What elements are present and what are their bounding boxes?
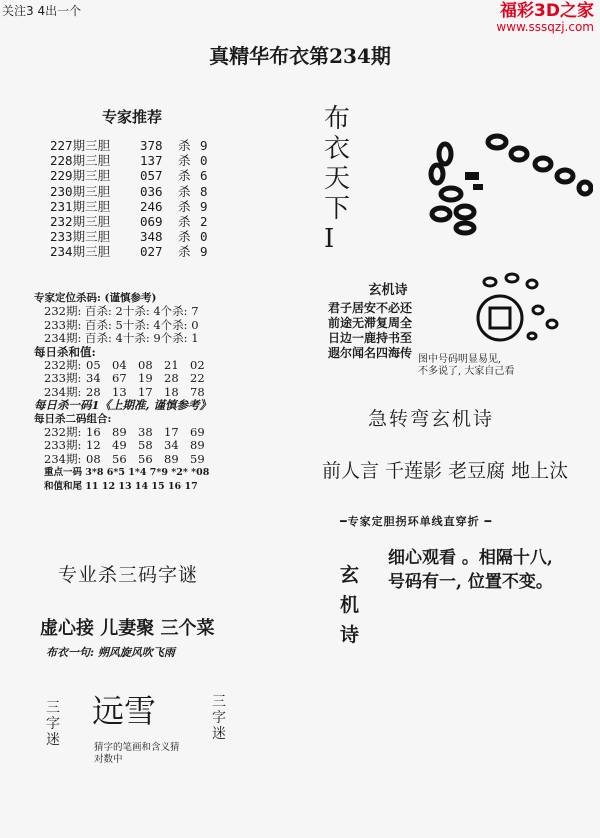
xuanji-text: 细心观看 。相隔十八, 号码有一, 位置不变。: [388, 548, 553, 592]
poem-line: 遐尔闻名四海传: [328, 346, 413, 360]
position-kill-row: 234期: 百杀: 4十杀: 9个杀: 1: [44, 331, 199, 346]
expert-picks-list: [50, 138, 208, 260]
expert-pick-row: 230期三胆 036 杀 8: [50, 183, 208, 199]
expert-dash-line: ━专家定胆拐环单线直穿折 ━: [340, 515, 493, 528]
expert-picks-heading: 专家推荐: [102, 108, 163, 126]
expert-pick-row: 227期三胆 378 杀 9: [50, 138, 208, 153]
number-row: 232期: 05 04 08 21 02: [44, 358, 205, 373]
expert-pick-row: 229期三胆 057 杀 6: [50, 168, 208, 184]
xuanji-vertical: 玄 机 诗: [340, 564, 360, 646]
expert-pick-row: 232期三胆 069 杀 2: [50, 214, 208, 230]
top-note: 关注3 4出一个: [2, 4, 82, 18]
poem-heading: 玄机诗: [368, 283, 408, 298]
position-kill-row: 232期: 百杀: 2十杀: 4个杀: 7: [44, 304, 199, 319]
vertical-title: 布 衣 天 下 I: [324, 104, 351, 254]
focus-line: 重点一码 3*8 6*5 1*4 7*9 *2* *08: [44, 467, 210, 479]
page-title: 真精华布衣第234期: [209, 44, 391, 68]
by-line: 布衣一句: 朔风旋风吹飞雨: [46, 646, 175, 659]
brand-name: 福彩3D之家: [500, 1, 594, 21]
position-kill-heading: 专家定位杀码: (谨慎参考): [34, 292, 157, 304]
expert-pick-row: 231期三胆 246 杀 9: [50, 198, 208, 214]
sum-kill-heading: 每日杀和值:: [34, 344, 96, 359]
poem-box: [328, 283, 448, 361]
expert-pick-row: 234期三胆 027 杀 9: [50, 244, 208, 260]
expert-pick-row: 228期三胆 137 杀 0: [50, 153, 208, 169]
number-row: 233期: 34 67 19 28 22: [44, 371, 205, 386]
riddle-heading: 专业杀三码字谜: [58, 564, 199, 586]
poem-line: 前途无滞复周全: [328, 316, 413, 330]
one-code-heading: 每日杀一码1《上期准, 谨慎参考》: [34, 398, 212, 413]
riddle-text: 虚心接 儿妻聚 三个菜: [40, 618, 215, 639]
poem-line: 日边一鹿持书至: [328, 331, 413, 345]
poem-line: 君子居安不必还: [328, 301, 413, 315]
chain-illustration: [425, 128, 593, 240]
number-row: 234期: 08 56 56 89 59: [44, 451, 205, 466]
idioms-line: 前人言 千莲影 老豆腐 地上汰: [322, 460, 569, 482]
image-note: 图中号码明显易见, 不多说了, 大家自己看: [418, 354, 515, 377]
position-kill-block: [34, 292, 216, 493]
number-row: 232期: 16 89 38 17 69: [44, 425, 205, 440]
number-row: 234期: 28 13 17 18 78: [44, 384, 205, 399]
expert-pick-row: 233期三胆 348 杀 0: [50, 229, 208, 245]
two-code-heading: 每日杀二码组合:: [34, 412, 112, 425]
brand-watermark[interactable]: [496, 2, 594, 34]
brand-url[interactable]: www.sssqzj.com: [496, 20, 594, 34]
number-row: 233期: 12 49 58 34 89: [44, 438, 205, 453]
coin-illustration: [470, 270, 580, 354]
char-caption: 猜字的笔画和含义猜 对数中: [94, 742, 180, 765]
char-art: 远雪: [92, 692, 157, 730]
san-zi-mi-left: 三 字 迷: [46, 700, 60, 748]
sum-tail-line: 和值和尾 11 12 13 14 15 16 17: [44, 480, 198, 492]
position-kill-row: 233期: 百杀: 5十杀: 4个杀: 0: [44, 317, 199, 332]
san-zi-mi-right: 三 字 迷: [212, 694, 226, 742]
jizhuan-title: 急转弯玄机诗: [368, 408, 495, 430]
